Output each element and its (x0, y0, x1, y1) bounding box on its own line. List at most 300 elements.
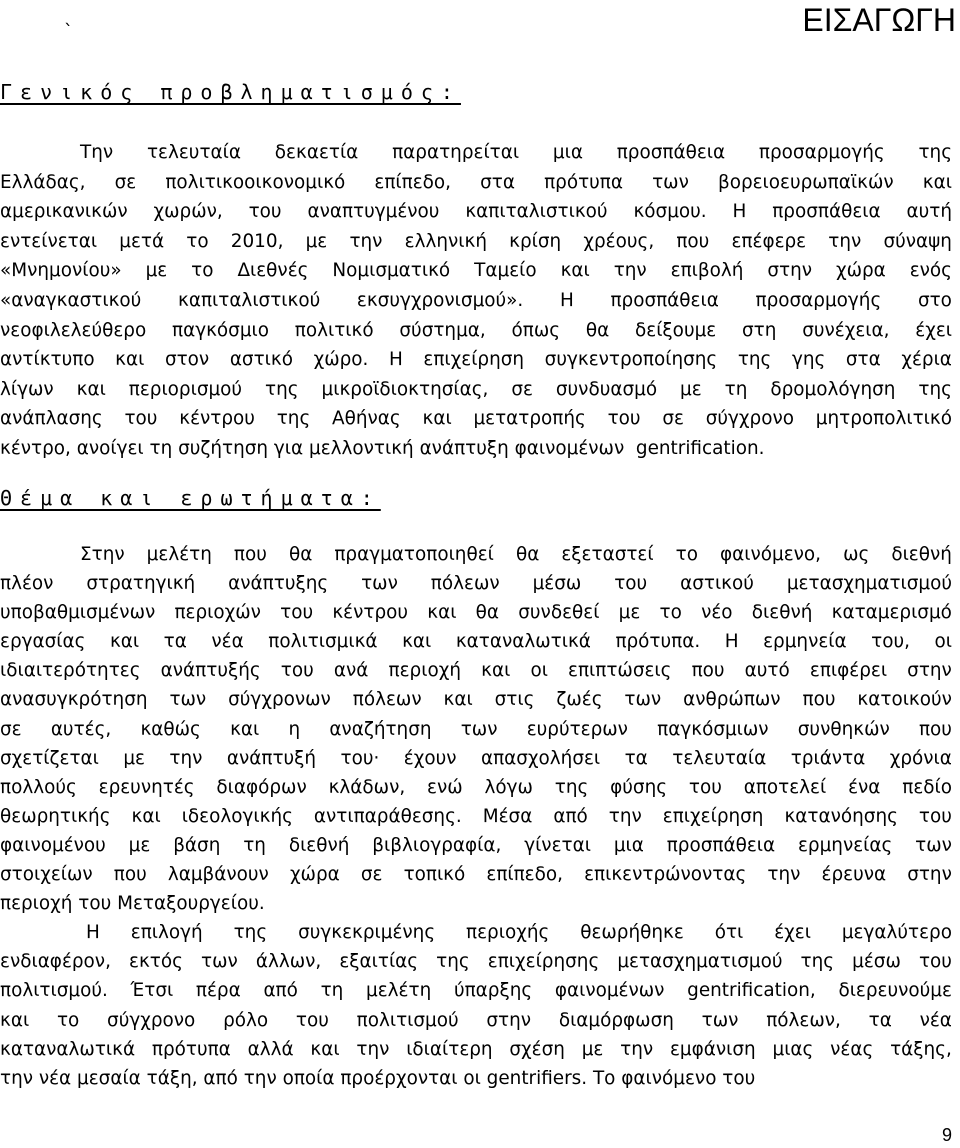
word: Η (388, 349, 403, 371)
word: κατοικούν (857, 689, 952, 711)
word: παγκόσμιων (657, 718, 769, 740)
word: διεθνή (751, 602, 813, 624)
word: διερευνούμε (838, 980, 952, 1002)
word: κλάδων, (328, 776, 406, 798)
word: ευρύτερων (526, 718, 628, 740)
word: προσαρμογής (758, 142, 885, 163)
word: των (624, 689, 662, 711)
word: μια (552, 142, 583, 163)
word: που (676, 230, 710, 252)
word: του (280, 660, 314, 682)
text-line (0, 947, 952, 976)
word: ως (843, 544, 870, 565)
word: επίπεδο, (374, 171, 451, 193)
word: και (427, 602, 457, 624)
word: ανθρώπων (683, 689, 781, 711)
word: επικεντρώνοντας (584, 864, 747, 886)
word: την (620, 1038, 654, 1060)
word: εξαιτίας (339, 951, 419, 973)
word: την (828, 230, 862, 252)
word: καπιταλιστικού (177, 289, 321, 311)
word: επιλογή (130, 922, 203, 944)
word: εντείνεται (0, 230, 98, 252)
word: σε (662, 408, 684, 430)
word: δείξουμε (635, 319, 717, 341)
word: βάση (173, 834, 221, 856)
word: δεκαετία (274, 142, 359, 163)
word: την (608, 805, 642, 827)
word: επέφερε (731, 230, 807, 252)
word: του (918, 805, 952, 827)
word: τελευταία (672, 747, 767, 769)
word: ανάπτυξης (228, 573, 329, 595)
word: και (109, 631, 140, 653)
word: προσπάθεια (610, 289, 719, 311)
word: στα (480, 171, 515, 193)
word: Νομισματικό (332, 260, 451, 282)
word: με (581, 1038, 604, 1060)
text-line (0, 627, 952, 656)
word: θεωρήθηκε (580, 922, 684, 944)
word: τα (163, 631, 187, 653)
word: χέρια (901, 349, 952, 371)
word: τριάντα (790, 747, 866, 769)
word: τελευταία (146, 142, 241, 163)
word: βορειοευρωπαϊκών (717, 171, 894, 193)
word: κέντρου (179, 408, 255, 430)
word: της (918, 378, 952, 400)
word: χρόνια (889, 747, 952, 769)
word: επιφέρει (809, 660, 888, 682)
word: με (145, 260, 168, 282)
word: πλέον (0, 573, 54, 595)
word: του (688, 776, 722, 798)
word: εξεταστεί (561, 544, 654, 565)
section-heading-general: Γενικός προβληματισμός: (0, 80, 461, 104)
word: αναπτυγμένου (307, 201, 440, 223)
word: ερμηνείας (797, 834, 893, 856)
stray-mark: ` (64, 21, 73, 42)
word: Ταμείο (474, 260, 537, 282)
text-line (0, 316, 952, 346)
word: σε (0, 718, 22, 740)
word: λόγω (484, 776, 533, 798)
word: αυτές, (50, 718, 112, 740)
page-title: ΕΙΣΑΓΩΓΗ (802, 2, 956, 38)
word: το (186, 230, 209, 252)
word: του (248, 201, 282, 223)
word: νέα (919, 1009, 952, 1031)
text-line (0, 598, 952, 627)
text-line (0, 168, 952, 198)
text-line (0, 715, 952, 744)
word: στην (486, 1009, 532, 1031)
word: αστικού (680, 573, 754, 595)
word: στο (917, 289, 952, 311)
word: αναζήτηση (329, 718, 432, 740)
text-line (0, 345, 952, 375)
word: ιδιαίτερη (406, 1038, 493, 1060)
word: «Μνημονίου» (0, 260, 122, 282)
text-line (0, 889, 952, 918)
word: πολιτισμού. (0, 980, 108, 1002)
word: παρατηρείται (392, 142, 520, 163)
word: που (233, 544, 267, 565)
word: στην (907, 660, 952, 682)
word: εκτός (129, 951, 183, 973)
word: χώρα (835, 260, 886, 282)
word: πόλεων (430, 573, 500, 595)
word: έρευνα (821, 864, 887, 886)
word: συγκεντροποίησης (544, 349, 718, 371)
word: μετασχηματισμού (786, 573, 952, 595)
text-line (0, 656, 952, 685)
word: της (233, 922, 268, 944)
word: πόλεων (352, 689, 422, 711)
word: συγκεκριμένης (298, 922, 436, 944)
word: τα (624, 747, 648, 769)
word: θα (585, 319, 610, 341)
word: επιβολή (670, 260, 744, 282)
word: θα (475, 602, 500, 624)
text-line (0, 138, 952, 168)
word: καθώς (140, 718, 201, 740)
word: στην (907, 864, 952, 886)
word: όπως (511, 319, 561, 341)
text-line (0, 918, 952, 947)
word: διεθνή (288, 834, 350, 856)
word: ανάπτυξής (160, 660, 261, 682)
word: απασχολήσει (480, 747, 601, 769)
text-line (0, 404, 952, 434)
text-line (0, 434, 952, 464)
word: την (767, 864, 801, 886)
word: πολιτισμικά (268, 631, 378, 653)
word: Διεθνές (237, 260, 309, 282)
word: φύσης (610, 776, 668, 798)
word: χρέους, (583, 230, 655, 252)
word: της (265, 378, 299, 400)
word: διαμόρφωση (558, 1009, 674, 1031)
text-line (0, 227, 952, 257)
word: σύγχρονο (705, 408, 795, 430)
word: νέα (211, 631, 244, 653)
text-line (0, 831, 952, 860)
word: της (554, 776, 589, 798)
word: Η (724, 631, 739, 653)
word: αντίκτυπο (0, 349, 95, 371)
word: πολιτικό (294, 319, 374, 341)
word: ανάπλασης (0, 408, 103, 430)
word: και (481, 660, 511, 682)
word: κρίση (509, 230, 562, 252)
word: αποτελεί (743, 776, 827, 798)
word: υποβαθμισμένων (0, 602, 156, 624)
word: λίγων (0, 378, 54, 400)
word: των (201, 951, 238, 973)
word: μητροπολιτικό (815, 408, 952, 430)
text-line (0, 744, 952, 773)
word: ερευνητές (98, 776, 195, 798)
paragraph-general (0, 138, 952, 464)
word: προσπάθεια (772, 201, 881, 223)
word: πολλούς (0, 776, 77, 798)
word: του (124, 408, 158, 430)
page-number: 9 (941, 1125, 952, 1145)
word: των (361, 573, 398, 595)
word: «αναγκαστικού (0, 289, 142, 311)
word: και (76, 378, 106, 400)
text-line (0, 569, 952, 598)
word: το (659, 602, 682, 624)
word: λαμβάνουν (167, 864, 269, 886)
word: και (443, 689, 473, 711)
text-line (0, 375, 952, 405)
word: θα (515, 544, 540, 565)
word: ανασυγκρότηση (0, 689, 148, 711)
text-line (0, 1035, 952, 1064)
text-line (0, 860, 952, 889)
word: εκσυγχρονισμού». (356, 289, 524, 311)
word: αστικό (229, 349, 293, 371)
word: ενώ (427, 776, 463, 798)
word: Στην (80, 544, 125, 565)
word: των (701, 1009, 739, 1031)
word: μετά (119, 230, 165, 252)
word: έχουν (403, 747, 457, 769)
word: νεοφιλελεύθερο (0, 319, 147, 341)
word: της (918, 142, 952, 163)
word: περιοχή του Μεταξουργείου. (0, 893, 265, 915)
word: θεωρητικής (0, 805, 111, 827)
word: την (169, 747, 203, 769)
word: την νέα μεσαία τάξη, από την οποία προέρχονται οι gentrifiers. Το φαινόμενο του (0, 1067, 756, 1089)
word: πεδίο (902, 776, 952, 798)
word: περιοχή (388, 660, 461, 682)
text-line (0, 256, 952, 286)
word: πέρα (195, 980, 241, 1002)
word: εμφάνιση (669, 1038, 756, 1060)
word: του (607, 408, 641, 430)
word: πραγματοποιηθεί (334, 544, 494, 565)
word: την (349, 230, 383, 252)
word: περιοχών (174, 602, 261, 624)
word: η (288, 718, 301, 740)
section-heading-questions: Θέμα και ερωτήματα: (0, 486, 381, 510)
word: του, (871, 631, 910, 653)
word: με (680, 378, 702, 400)
word: γίνεται (524, 834, 591, 856)
word: Την (80, 142, 114, 163)
word: μέσω (532, 573, 582, 595)
word: οι (530, 660, 548, 682)
word: σύγχρονων (228, 689, 331, 711)
text-line (0, 1064, 952, 1093)
word: τάξης, (890, 1038, 952, 1060)
word: ενδιαφέρον, (0, 951, 111, 973)
word: φαινόμενο, (720, 544, 822, 565)
word: συνδυασμό (555, 378, 658, 400)
word: στρατηγική (86, 573, 196, 595)
word: πρότυπα. (615, 631, 701, 653)
word: μικροϊδιοκτησίας, (321, 378, 489, 400)
word: μια (613, 834, 644, 856)
word: πολιτισμού (356, 1009, 459, 1031)
word: άλλων, (255, 951, 322, 973)
word: Έτσι (130, 980, 174, 1002)
word: που (691, 660, 725, 682)
word: και (560, 260, 590, 282)
word: μέσω (852, 951, 901, 973)
word: από (263, 980, 298, 1002)
text-line (0, 685, 952, 714)
word: και (310, 1038, 340, 1060)
word: του· (340, 747, 380, 769)
text-line (0, 802, 952, 831)
word: πρότυπα (544, 171, 623, 193)
word: διεθνή (891, 544, 952, 565)
word: στην (767, 260, 813, 282)
word: την (613, 260, 647, 282)
word: gentrification, (687, 980, 816, 1002)
word: Η (559, 289, 574, 311)
word: μελέτη (146, 544, 212, 565)
word: ιδιαιτερότητες (0, 660, 141, 682)
word: επιχείρηση (423, 349, 525, 371)
word: τα (868, 1009, 892, 1031)
word: εργασίας (0, 631, 86, 653)
word: ανάπτυξή (226, 747, 317, 769)
word: στα (845, 349, 881, 371)
word: των (460, 718, 498, 740)
word: που (802, 689, 836, 711)
word: έχει (774, 922, 811, 944)
word: νέας (830, 1038, 874, 1060)
word: τοπικό (403, 864, 466, 886)
word: σχετίζεται (0, 747, 99, 769)
paragraph-questions (0, 540, 952, 1093)
word: της (276, 408, 311, 430)
word: βιβλιογραφία, (372, 834, 502, 856)
word: της (436, 951, 470, 973)
word: του (280, 602, 314, 624)
word: φαινομένων (554, 980, 665, 1002)
word: μελέτη (366, 980, 432, 1002)
word: μεγαλύτερο (841, 922, 952, 944)
word: χώρο. (313, 349, 369, 371)
word: προσαρμογής (755, 289, 882, 311)
word: με (618, 602, 641, 624)
text-line (0, 1006, 952, 1035)
word: πρότυπα (151, 1038, 231, 1060)
word: στις (494, 689, 535, 711)
word: καταμερισμό (831, 602, 952, 624)
word: τη (243, 834, 266, 856)
word: Η (732, 201, 747, 223)
word: καταναλωτικά (455, 631, 591, 653)
word: επιπτώσεις (568, 660, 672, 682)
word: φαινομένου (0, 834, 106, 856)
word: στη (742, 319, 777, 341)
word: μετατροπής (473, 408, 586, 430)
word: ένα (848, 776, 881, 798)
word: και (422, 408, 452, 430)
word: και (230, 718, 260, 740)
word: αυτή (906, 201, 952, 223)
word: της (737, 349, 772, 371)
word: ζωές (556, 689, 603, 711)
word: τη (320, 980, 344, 1002)
word: και (0, 1009, 30, 1031)
word: αντιπαράθεσης. (313, 805, 462, 827)
word: κατανόησης (784, 805, 898, 827)
word: σε (360, 864, 383, 886)
word: συνθηκών (797, 718, 890, 740)
word: σε (114, 171, 137, 193)
word: ενός (909, 260, 952, 282)
word: και (115, 349, 145, 371)
word: χώρα (289, 864, 340, 886)
word: συνέχεια, (802, 319, 890, 341)
word: κέντρου (332, 602, 409, 624)
word: Αθήνας (332, 408, 401, 430)
word: Ελλάδας, (0, 171, 86, 193)
word: επιχείρησης (487, 951, 600, 973)
word: οι (934, 631, 952, 653)
word: Μέσα (482, 805, 533, 827)
word: πολιτικοοικονομικό (165, 171, 346, 193)
word: αμερικανικών (0, 201, 128, 223)
word: πόλεων, (766, 1009, 841, 1031)
word: νέο (701, 602, 733, 624)
word: χωρών, (153, 201, 223, 223)
word: το (191, 260, 214, 282)
word: 2010, (230, 230, 284, 252)
word: την (356, 1038, 390, 1060)
word: του (295, 1009, 329, 1031)
word: του (614, 573, 648, 595)
word: αλλά (247, 1038, 294, 1060)
word: καπιταλιστικού (465, 201, 608, 223)
word: σύστημα, (399, 319, 486, 341)
word: γης (791, 349, 826, 371)
word: περιοχής (466, 922, 550, 944)
word: που (113, 864, 147, 886)
word: μιας (772, 1038, 814, 1060)
word: της (800, 951, 835, 973)
word: και (922, 171, 952, 193)
word: ερμηνεία (763, 631, 847, 653)
word: και (402, 631, 432, 653)
word: το (56, 1009, 80, 1031)
word: περιορισμού (128, 378, 243, 400)
word: προσπάθεια (616, 142, 726, 163)
word: με (123, 747, 145, 769)
word: τη (724, 378, 748, 400)
word: ελληνική (404, 230, 487, 252)
text-line (0, 976, 952, 1005)
text-line (0, 773, 952, 802)
word: ύπαρξης (453, 980, 533, 1002)
word: συνδεθεί (518, 602, 600, 624)
word: ότι (714, 922, 744, 944)
word: στοιχείων (0, 864, 93, 886)
word: επίπεδο, (486, 864, 563, 886)
word: δρομολόγηση (770, 378, 896, 400)
word: από (553, 805, 588, 827)
word: κέντρο, ανοίγει τη συζήτηση για μελλοντική ανάπτυξη φαινομένων gentrification. (0, 437, 765, 459)
word: σε (511, 378, 533, 400)
